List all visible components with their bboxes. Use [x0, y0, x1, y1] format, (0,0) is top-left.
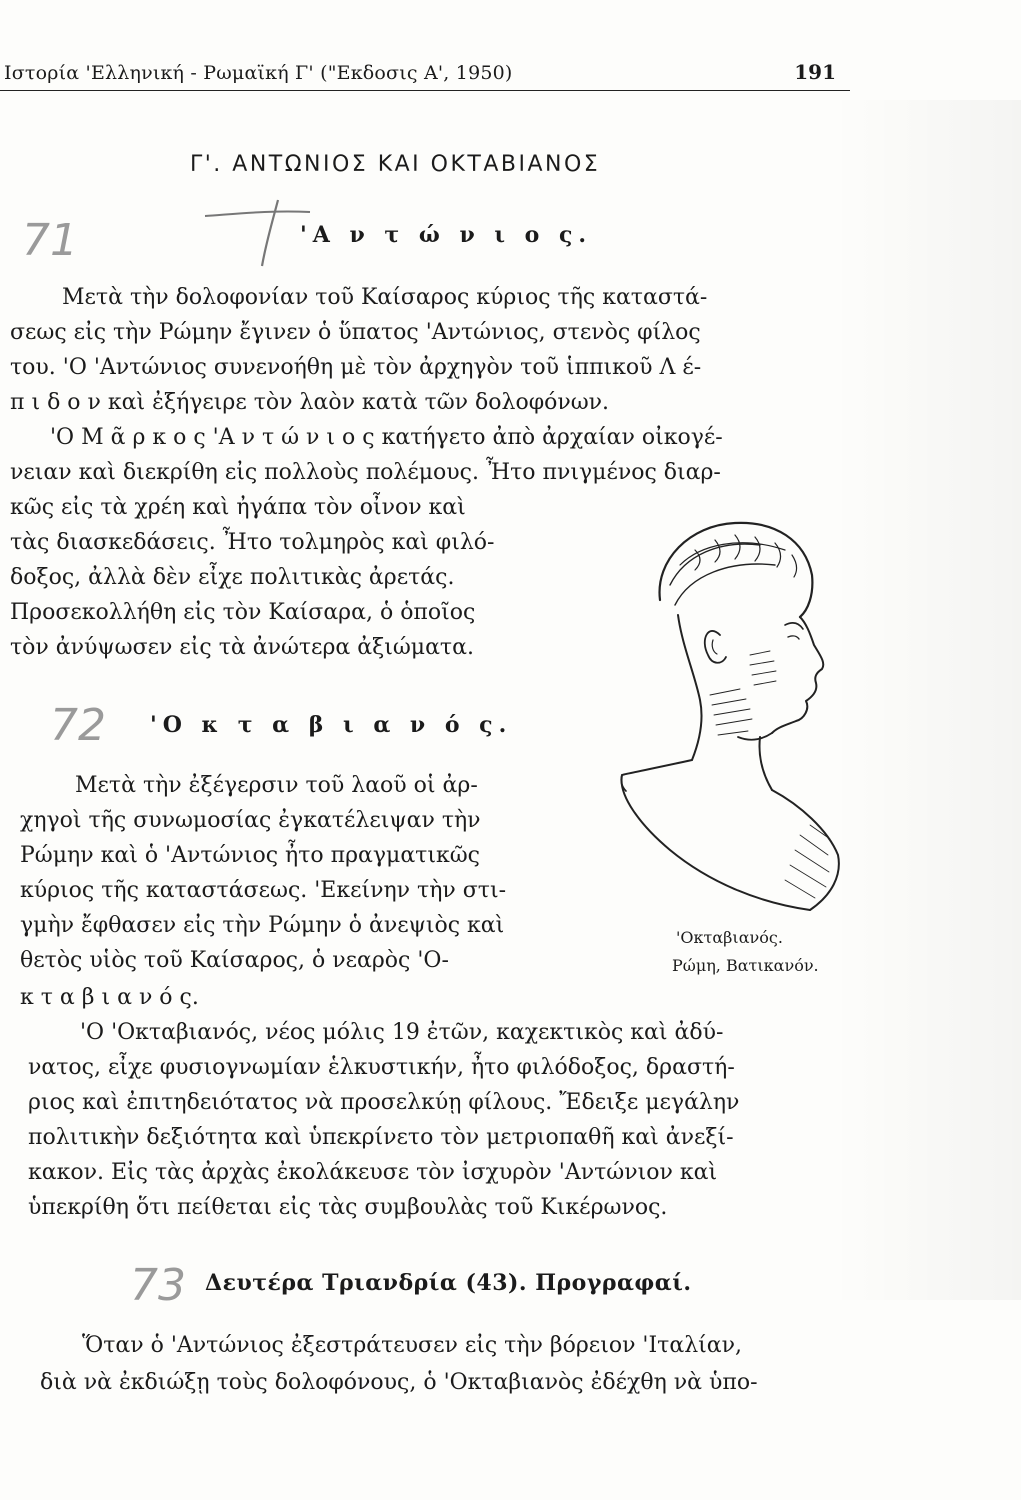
text-line: θετὸς υἱὸς τοῦ Καίσαρος, ὁ νεαρὸς 'Ο- [20, 948, 449, 973]
text-line: ὑπεκρίθη ὅτι πείθεται εἰς τὰς συμβουλὰς τοῦ Κικέρωνος. [28, 1195, 668, 1220]
running-head [0, 60, 850, 91]
heading-oktavianos: 'Ο κ τ α β ι α ν ό ς. [150, 712, 513, 738]
page-bleed-shadow [831, 100, 1021, 1300]
figure-caption-place: Ρώμη, Βατικανόν. [672, 956, 819, 975]
text-line: 'Ο Μ ᾶ ρ κ ο ς 'Α ν τ ώ ν ι ο ς κατήγετο ἀπὸ ἀρχαίαν οἰκογέ- [50, 425, 723, 450]
figure-caption-name: 'Οκταβιανός. [676, 928, 783, 947]
text-line: Ρώμην καὶ ὁ 'Αντώνιος ἦτο πραγματικῶς [20, 843, 480, 868]
text-line: του. 'Ο 'Αντώνιος συνενοήθη μὲ τὸν ἀρχηγὸν τοῦ ἱππικοῦ Λ έ- [10, 355, 702, 380]
text-line: χηγοὶ τῆς συνωμοσίας ἐγκατέλειψαν τὴν [20, 808, 481, 833]
page-number: 191 [794, 60, 836, 84]
handwritten-number-72: 72 [50, 700, 106, 751]
text-line: π ι δ ο ν καὶ ἐξήγειρε τὸν λαὸν κατὰ τῶν δολοφόνων. [10, 390, 610, 415]
handwritten-number-73: 73 [130, 1260, 186, 1311]
text-line: δοξος, ἀλλὰ δὲν εἶχε πολιτικὰς ἀρετάς. [10, 565, 455, 590]
text-line: κ τ α β ι α ν ό ς. [20, 985, 199, 1010]
text-line: ριος καὶ ἐπιτηδειότατος νὰ προσελκύῃ φίλους. Ἔδειξε μεγάλην [28, 1090, 740, 1115]
text-line: Ὅταν ὁ 'Αντώνιος ἐξεστράτευσεν εἰς τὴν βόρειον 'Ιταλίαν, [82, 1333, 742, 1358]
handwritten-number-71: 71 [22, 215, 78, 266]
text-line: τὰς διασκεδάσεις. Ἦτο τολμηρὸς καὶ φιλό- [10, 530, 495, 555]
text-line: σεως εἰς τὴν Ρώμην ἔγινεν ὁ ὕπατος 'Αντώνιος, στενὸς φίλος [10, 320, 701, 345]
running-head-title: Ιστορία 'Ελληνική - Ρωμαϊκή Γ' ("Εκδοσις Α', 1950) [4, 62, 513, 84]
text-line: Προσεκολλήθη εἰς τὸν Καίσαρα, ὁ ὁποῖος [10, 600, 476, 625]
text-line: Μετὰ τὴν ἐξέγερσιν τοῦ λαοῦ οἱ ἀρ- [75, 773, 478, 798]
text-line: Μετὰ τὴν δολοφονίαν τοῦ Καίσαρος κύριος τῆς καταστά- [62, 285, 708, 310]
section-title: Γ'. ΑΝΤΩΝΙΟΣ ΚΑΙ ΟΚΤΑΒΙΑΝΟΣ [190, 152, 601, 177]
text-line: κῶς εἰς τὰ χρέη καὶ ἠγάπα τὸν οἶνον καὶ [10, 495, 466, 520]
text-line: νειαν καὶ διεκρίθη εἰς πολλοὺς πολέμους. Ἦτο πνιγμένος διαρ- [10, 460, 721, 485]
octavian-bust-illustration [600, 505, 850, 915]
text-line: 'Ο 'Οκταβιανός, νέος μόλις 19 ἐτῶν, καχεκτικὸς καὶ ἀδύ- [80, 1020, 724, 1045]
text-line: κύριος τῆς καταστάσεως. 'Εκείνην τὴν στι- [20, 878, 507, 903]
heading-triandria: Δευτέρα Τριανδρία (43). Προγραφαί. [205, 1270, 692, 1296]
text-line: γμὴν ἔφθασεν εἰς τὴν Ρώμην ὁ ἀνεψιὸς καὶ [20, 913, 505, 938]
text-line: νατος, εἶχε φυσιογνωμίαν ἑλκυστικήν, ἦτο φιλόδοξος, δραστή- [28, 1055, 735, 1080]
text-line: πολιτικὴν δεξιότητα καὶ ὑπεκρίνετο τὸν μετριοπαθῆ καὶ ἀνεξί- [28, 1125, 734, 1150]
text-line: τὸν ἀνύψωσεν εἰς τὰ ἀνώτερα ἀξιώματα. [10, 635, 474, 660]
heading-antonios: 'Α ν τ ώ ν ι ο ς. [300, 222, 593, 248]
text-line: κακον. Εἰς τὰς ἀρχὰς ἐκολάκευσε τὸν ἰσχυρὸν 'Αντώνιον καὶ [28, 1160, 718, 1185]
text-line: διὰ νὰ ἐκδιώξῃ τοὺς δολοφόνους, ὁ 'Οκταβιανὸς ἐδέχθη νὰ ὑπο- [40, 1370, 758, 1395]
